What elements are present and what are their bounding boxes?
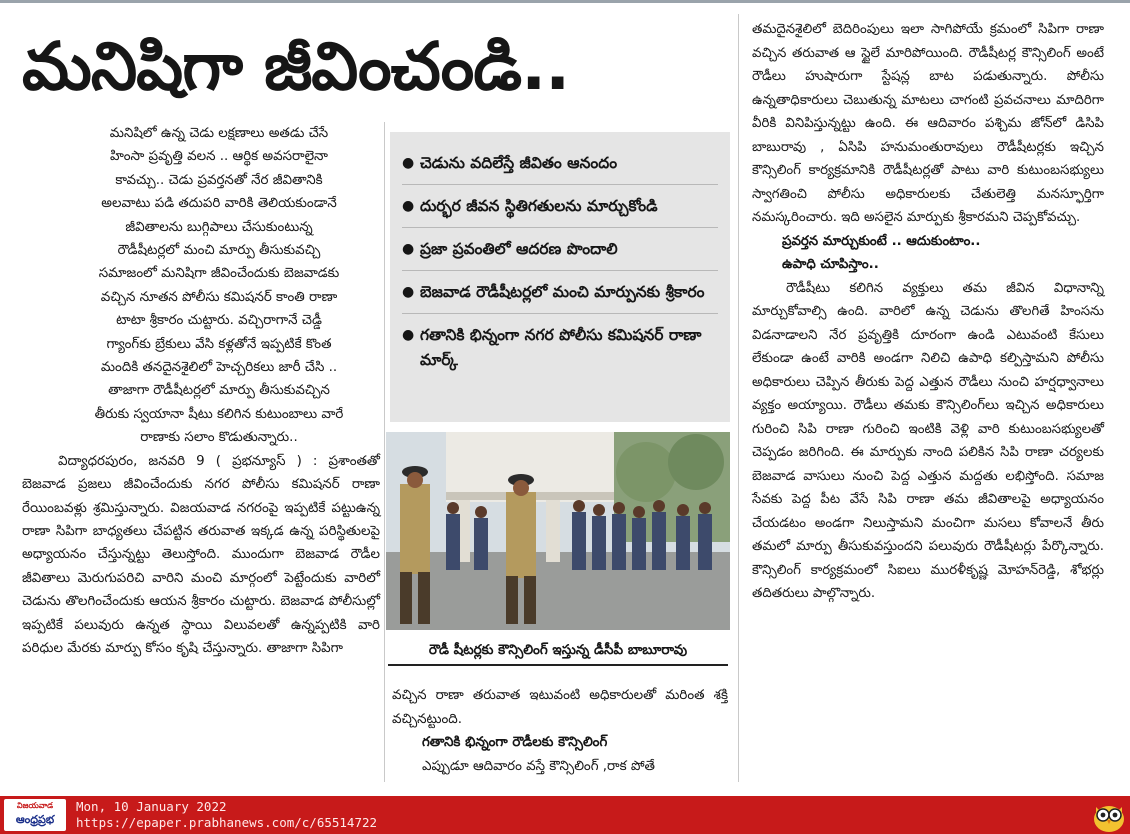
article-body [22, 450, 380, 661]
column-divider [738, 14, 739, 782]
body-paragraph: తమదైనశైలిలో బెదిరింపులు ఇలా సాగిపోయే క్రమంలో సిపిగా రాణా వచ్చిన తరువాత ఆ స్టైలే మారిపోయింది. రౌడీషీటర్ల కౌన్సిలింగ్ అంటే రౌడీలు హుషారుగా స్టేషన్ల బాట పడుతున్నారు. పోలీసు ఉన్నతాధికారులు చెబుతున్న మాటలు చాగంటి ప్రవచనాలు మాదిరిగా వీరికి వినిపిస్తున్నట్టు ఉంది. ఈ ఆదివారం పశ్చిమ జోన్‌లో డిసిపి బాబురావు , ఏసిపి హనుమంతురావులు రౌడీషీటర్లకు ఇచ్చిన కౌన్సిలింగ్ కార్యక్రమానికి రౌడీషీటర్లతో పాటు వారి కుటుంబసభ్యులు స్వాగతించి పోలీసు అధికారులకు చేతులెత్తి మనస్ఫూర్తిగా నమస్కరించారు. ఇది అసలైన మార్పుకు శ్రీకారమని చెప్పకోవచ్చు. [752, 22, 1104, 225]
article-column-3 [752, 18, 1104, 606]
body-paragraph: వచ్చిన రాణా తరువాత ఇటువంటి అధికారులతో మరింత శక్తి వచ్చినట్టుంది. [392, 688, 728, 727]
lead-line: రాణాకు సలాం కొడుతున్నారు.. [140, 430, 298, 446]
top-rule [0, 0, 1130, 3]
body-paragraph: రౌడీషీటు కలిగిన వ్యక్తులు తమ జీవిన విధానాన్ని మార్చుకోవాల్సి ఉంది. వారిలో ఉన్న చెడును తొలగితే హింసను విడనాడాలని నేర ప్రవృత్తికి దూరంగా ఉండి ఎటువంటి కేసులు లేకుండా ఉంటే వారికి అండగా నిలిచి ఉపాధి కల్పిస్తామని పోలీసు అధికారులు చెప్పిన తీరుకు పెద్ద ఎత్తున రౌడీలు నుంచి హర్షధ్వానాలు వ్యక్తం అయ్యాయి. రౌడీలు తమకు కౌన్సిలింగ్‌లు ఇచ్చిన అధికారులు గురించి సిపి రాణా గురించి ఇంటికి వెళ్లి వారి కుటుంబసభ్యులతో చెప్పడం జరిగింది. ఈ మార్పుకు నాంది పలికిన సిపి రాణా చర్యలకు బెజవాడ వాసులు నుంచి పెద్ద ఎత్తున మద్దతు లభిస్తోంది. సమాజ సేవకు పెద్ద పీట వేసే సిపి రాణా తమ జీవితాలపై అధ్యాయనం చేయడటం అండగా నిలుస్తామని మంచిగా మసలు కోవాలనే తీరు తమలో మార్పు తీసుకువస్తుందని పలువురు రౌడీషీటర్లు పేర్కొన్నారు. కౌన్సిలింగ్ కార్యక్రమంలో సిఐలు మురళీకృష్ణ మోహన్‌రెడ్డి, శోభర్లు తదితరులు పాల్గొన్నారు. [752, 280, 1104, 601]
bullet-icon: ● [402, 155, 415, 171]
bullet-icon: ● [402, 241, 415, 257]
headline: మనిషిగా జీవించండి.. [22, 28, 570, 105]
lead-line: హింసా ప్రవృత్తి వలన .. ఆర్థిక అవసరాలైనా [110, 149, 328, 165]
police-counselling-photo [386, 432, 730, 630]
subheading: ప్రవర్తన మార్చుకుంటే .. ఆదుకుంటాం.. [782, 233, 981, 249]
photo-caption: రౌడీ షీటర్లకు కౌన్సిలింగ్ ఇస్తున్న డీసీపీ బాబూరావు [388, 634, 728, 666]
highlight-text: గతానికి భిన్నంగా నగర పోలీసు కమిషనర్ రాణా మార్క్ [420, 326, 702, 369]
lead-line: మనిషిలో ఉన్న చెడు లక్షణాలు అతడు చేసే [109, 126, 329, 141]
article-url[interactable]: https://epaper.prabhanews.com/c/65514722 [76, 815, 378, 830]
lead-line: మందికి తనదైనశైలిలో హెచ్చరికలు జారీ చేసి .. [100, 360, 338, 376]
lead-paragraph [22, 122, 380, 450]
article-column-1 [22, 122, 380, 660]
highlight-text: దుర్భర జీవన స్థితిగతులను మార్చుకోండి [420, 197, 658, 215]
footer-bar [0, 796, 1130, 834]
subheading: ఉపాధి చూపిస్తాం.. [782, 257, 879, 272]
highlight-item [402, 228, 718, 271]
lead-line: సమాజంలో మనిషిగా జీవించేందుకు బెజవాడకు [98, 266, 340, 282]
logo-name: ఆంధ్రప్రభ [15, 813, 55, 826]
lead-line: కావచ్చు.. చెడు ప్రవర్తనతో నేర జీవితానికి [115, 172, 323, 188]
lead-line: అలవాటు పడి తదుపరి వారికి తెలియకుండానే [101, 196, 337, 212]
highlight-text: బెజవాడ రౌడీషీటర్లలో మంచి మార్పునకు శ్రీకారం [420, 283, 705, 301]
subheading: గతానికి భిన్నంగా రౌడీలకు కౌన్సిలింగ్ [422, 735, 608, 750]
body-paragraph: ఎప్పుడూ ఆదివారం వస్తే కౌన్సిలింగ్ ,రాక పోతే [422, 758, 655, 774]
lead-line: జీవితాలను బుగ్గిపాలు చేసుకుంటున్న [125, 219, 313, 235]
logo-edition: విజయవాడ [16, 801, 54, 810]
lead-line: వచ్చిన నూతన పోలీసు కమిషనర్ కాంతి రాణా [100, 289, 338, 305]
lead-line: తీరుకు స్వయానా షీటు కలిగిన కుటుంబాలు వారే [94, 406, 344, 422]
highlight-text: ప్రజా ప్రవంతిలో ఆదరణ పొందాలి [420, 240, 618, 258]
bullet-icon: ● [402, 284, 415, 300]
highlight-item [402, 185, 718, 228]
newspaper-logo[interactable] [4, 799, 66, 831]
body-paragraph: విద్యాధరపురం, జనవరి 9 ( ప్రభన్యూస్ ) : ప్రశాంతతో బెజవాడ ప్రజలు జీవించేందుకు నగర పోలీసు కమిషనర్ రాణా రేయింబవళ్లు శ్రమిస్తున్నారు. విజయవాడ నగరంపై ఇప్పటికే పట్టుఉన్న రాణా సిపిగా బాధ్యతలు చేపట్టిన తరువాత ఇక్కడ ఉన్న పరిస్థితులపై అధ్యాయనం చేస్తున్నట్టు తెలుస్తోంది. ముందుగా బెజవాడ రౌడీల జీవితాలు మెరుగుపరిచి వారిని మంచి మార్గంలో పెట్టేందుకు వారిలో చెడును తొలగించేందుకు ఆయన శ్రీకారం చుట్టారు. బెజవాడ పోలీసుల్లో ఇప్పటికే పలువురు ఉన్నత స్థాయి విలువలతో ఉన్నప్పటికి వారి పరిధుల మేరకు మార్పు కోసం కృషి చేస్తున్నారు. తాజాగా సిపిగా [22, 453, 380, 656]
edition-date: Mon, 10 January 2022 [76, 799, 227, 814]
article-column-2 [392, 684, 728, 778]
highlight-item [402, 271, 718, 314]
lead-line: టాటా శ్రీకారం చుట్టారు. వచ్చిరాగానే చెడ్డీ [116, 313, 322, 329]
highlights-box [390, 132, 730, 422]
highlight-text: చెడును వదిలేస్తే జీవితం ఆనందం [420, 154, 618, 172]
column-divider [384, 122, 385, 782]
bullet-icon: ● [402, 327, 415, 343]
bullet-icon: ● [402, 198, 415, 214]
owl-mascot-icon [1092, 797, 1126, 833]
lead-line: రౌడీషీటర్లలో మంచి మార్పు తీసుకువచ్చి [117, 243, 321, 259]
lead-line: తాజాగా రౌడీషీటర్లలో మార్పు తీసుకువచ్చిన [108, 383, 330, 399]
highlight-item [402, 142, 718, 185]
highlight-item [402, 314, 718, 381]
news-photo [386, 432, 730, 630]
lead-line: గ్యాంగ్‌కు బ్రేకులు వేసి కళ్లతోనే ఇప్పటికే కొంత [106, 336, 332, 352]
